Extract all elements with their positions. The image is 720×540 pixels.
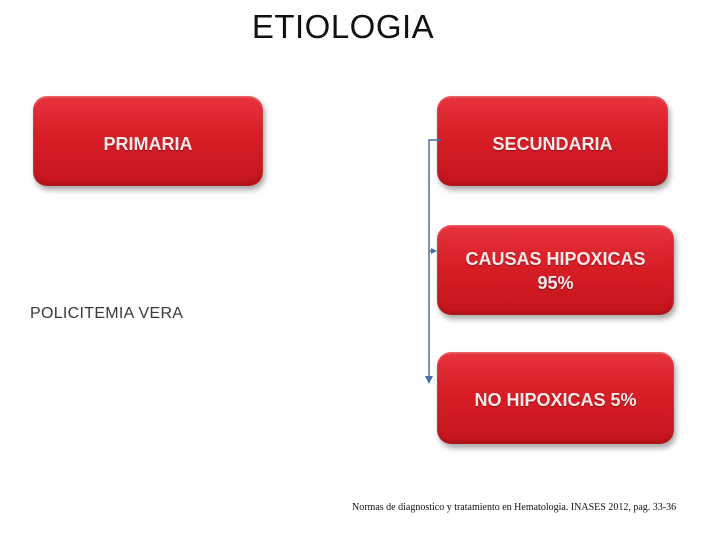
causas-hipoxicas-label-line2: 95% [537, 273, 574, 293]
slide-title: ETIOLOGIA [251, 8, 435, 45]
primaria-label: PRIMARIA [103, 134, 193, 154]
no-hipoxicas-label: NO HIPOXICAS 5% [474, 390, 637, 410]
secundaria-label: SECUNDARIA [492, 134, 613, 154]
reference-footnote: Normas de diagnostico y tratamiento en Hematologia. INASES 2012, pag. 33-36 [352, 502, 677, 513]
arrowhead-down-icon [425, 376, 433, 384]
causas-hipoxicas-label-line1: CAUSAS HIPOXICAS [465, 249, 646, 269]
connector-line [429, 140, 441, 378]
policitemia-vera-label: POLICITEMIA VERA [30, 305, 184, 322]
